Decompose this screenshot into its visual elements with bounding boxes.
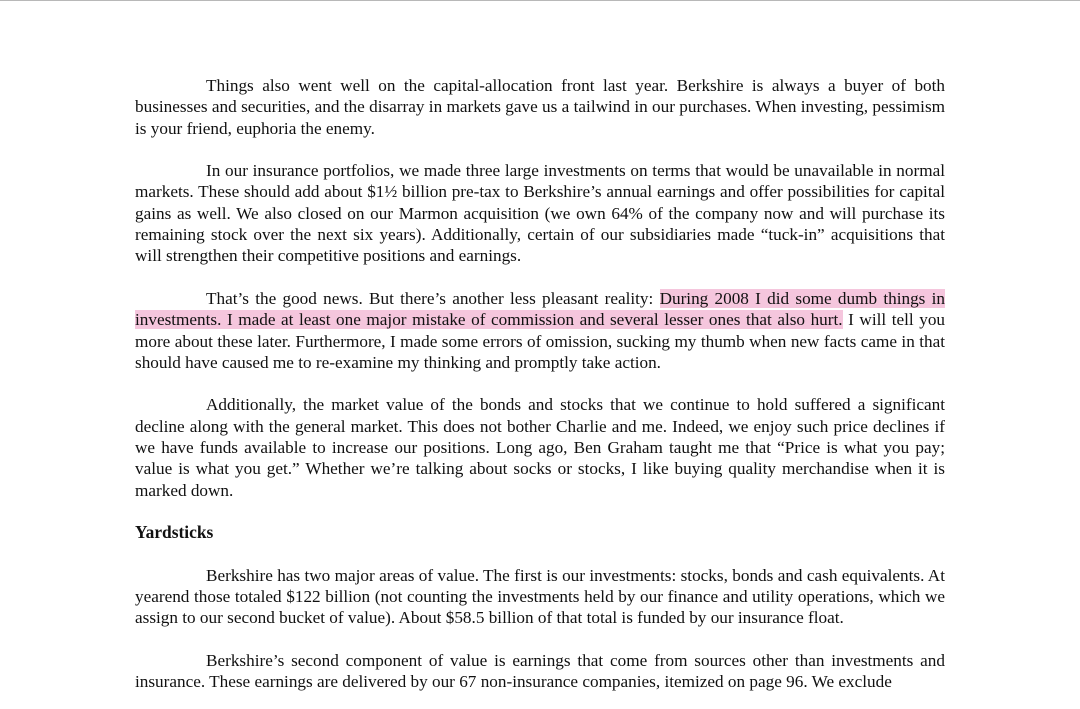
paragraph-good-news-lead: That’s the good news. But there’s another less pleasant reality:	[206, 288, 660, 308]
section-heading-yardsticks: Yardsticks	[135, 522, 214, 543]
paragraph-areas-of-value: Berkshire has two major areas of value. The first is our investments: stocks, bonds and cash equivalents. At yearend those totaled $122 billion (not counting the investments held by our finance and utility operations, which we assign to our second bucket of value). About $58.5 billion of that total is funded by our insurance float.	[135, 565, 945, 628]
window-top-border	[0, 0, 1080, 1]
paragraph-capital-allocation: Things also went well on the capital-allocation front last year. Berkshire is always a buyer of both businesses and securities, and the disarray in markets gave us a tailwind in our purchases. When investing, pessimism is your friend, euphoria the enemy.	[135, 76, 945, 138]
paragraph-good-news	[135, 288, 945, 373]
document-page	[135, 75, 945, 709]
highlighted-text[interactable]: During 2008 I did some dumb things in investments. I made at least one major mistake of commission and several lesser ones that also hurt.	[135, 288, 945, 330]
paragraph-market-value: Additionally, the market value of the bonds and stocks that we continue to hold suffered a significant decline along with the general market. This does not bother Charlie and me. Indeed, we enjoy such price declines if we have funds available to increase our positions. Long ago, Ben Graham taught me that “Price is what you pay; value is what you get.” Whether we’re talking about socks or stocks, I like buying quality merchandise when it is marked down.	[135, 395, 945, 500]
paragraph-insurance-portfolios: In our insurance portfolios, we made three large investments on terms that would be unavailable in normal markets. These should add about $1½ billion pre-tax to Berkshire’s annual earnings and offer possibilities for capital gains as well. We also closed on our Marmon acquisition (we own 64% of the company now and will purchase its remaining stock over the next six years). Additionally, certain of our subsidiaries made “tuck-in” acquisitions that will strengthen their competitive positions and earnings.	[135, 161, 945, 266]
paragraph-second-component: Berkshire’s second component of value is earnings that come from sources other than investments and insurance. These earnings are delivered by our 67 non-insurance companies, itemized on page 96. We exclude	[135, 651, 945, 692]
paragraph-good-news-tail: I will tell you more about these later. Furthermore, I made some errors of omission, sucking my thumb when new facts came in that should have caused me to re-examine my thinking and promptly take action.	[135, 310, 946, 372]
